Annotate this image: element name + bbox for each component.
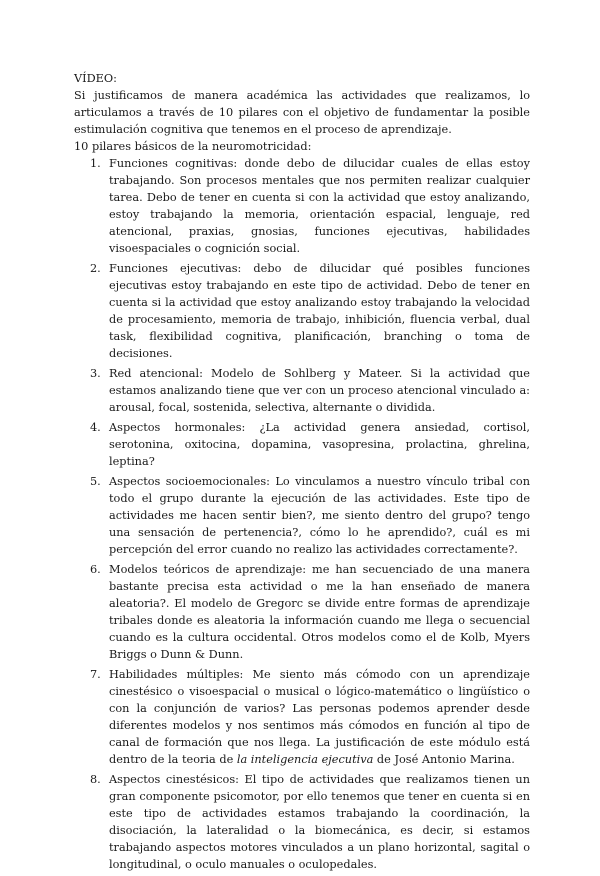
list-number: 1.: [90, 157, 101, 170]
list-number: 4.: [90, 421, 101, 434]
list-number: 2.: [90, 262, 101, 275]
document-body: [74, 70, 530, 876]
list-item: [74, 666, 530, 768]
list-item: [74, 260, 530, 362]
list-text: Funciones ejecutivas: debo de dilucidar qué posibles funciones ejecutivas estoy trabajando en este tipo de actividad. Debo de tener en cuenta si la actividad que estoy analizando estoy trabajando la velocidad de procesamiento, memoria de trabajo, inhibición, fluencia verbal, dual task, flexibilidad cognitiva, planificación, branching o toma de decisiones.: [109, 262, 530, 360]
list-number: 5.: [90, 475, 101, 488]
list-item: [74, 473, 530, 558]
list-item: [74, 155, 530, 257]
list-title: 10 pilares básicos de la neuromotricidad:: [74, 140, 312, 153]
intro-paragraph: Si justificamos de manera académica las actividades que realizamos, lo articulamos a través de 10 pilares con el objetivo de fundamentar la posible estimulación cognitiva que tenemos en el proceso de aprendizaje.: [74, 89, 530, 136]
section-heading: VÍDEO:: [74, 72, 117, 85]
list-item: [74, 771, 530, 873]
list-number: 8.: [90, 773, 101, 786]
list-text: Red atencional: Modelo de Sohlberg y Mateer. Si la actividad que estamos analizando tiene que ver con un proceso atencional vinculado a: arousal, focal, sostenida, selectiva, alternante o dividida.: [109, 367, 530, 414]
list-text-italic: la inteligencia ejecutiva: [236, 753, 374, 766]
pillars-list: [74, 155, 530, 873]
list-item: [74, 561, 530, 663]
list-text: Aspectos hormonales: ¿La actividad genera ansiedad, cortisol, serotonina, oxitocina, dopamina, vasopresina, prolactina, ghrelina, leptina?: [109, 421, 530, 468]
list-item: [74, 419, 530, 470]
list-text: Funciones cognitivas: donde debo de dilucidar cuales de ellas estoy trabajando. Son procesos mentales que nos permiten realizar cualquier tarea. Debo de tener en cuenta si con la actividad que estoy analizando, estoy trabajando la memoria, orientación espacial, lenguaje, red atencional, praxias, gnosias, funciones ejecutivas, habilidades visoespaciales o cognición social.: [109, 157, 530, 255]
list-number: 7.: [90, 668, 101, 681]
list-number: 3.: [90, 367, 101, 380]
list-text: Aspectos socioemocionales: Lo vinculamos a nuestro vínculo tribal con todo el grupo durante la ejecución de las actividades. Este tipo de actividades me hacen sentir bien?, me siento dentro del grupo? tengo una sensación de pertenencia?, cómo lo he aprendido?, cuál es mi percepción del error cuando no realizo las actividades correctamente?.: [109, 475, 530, 556]
list-text-after: de José Antonio Marina.: [373, 753, 515, 766]
list-number: 6.: [90, 563, 101, 576]
list-text: Modelos teóricos de aprendizaje: me han secuenciado de una manera bastante precisa esta actividad o me la han enseñado de manera aleatoria?. El modelo de Gregorc se divide entre formas de aprendizaje tribales donde es aleatoria la información cuando me llega o secuencial cuando es la cultura occidental. Otros modelos como el de Kolb, Myers Briggs o Dunn & Dunn.: [109, 563, 530, 661]
list-text: Habilidades múltiples: Me siento más cómodo con un aprendizaje cinestésico o visoespacial o musical o lógico-matemático o lingüístico o con la conjunción de varios? Las personas podemos aprender desde diferentes modelos y nos sentimos más cómodos en función al tipo de canal de formación que nos llega. La justificación de este módulo está dentro de la teoria de: [109, 668, 530, 766]
list-text: Aspectos cinestésicos: El tipo de actividades que realizamos tienen un gran componente psicomotor, por ello tenemos que tener en cuenta si en este tipo de actividades estamos trabajando la coordinación, la disociación, la lateralidad o la biomecánica, es decir, si estamos trabajando aspectos motores vinculados a un plano horizontal, sagital o longitudinal, o oculo manuales o oculopedales.: [109, 773, 530, 871]
list-item: [74, 365, 530, 416]
